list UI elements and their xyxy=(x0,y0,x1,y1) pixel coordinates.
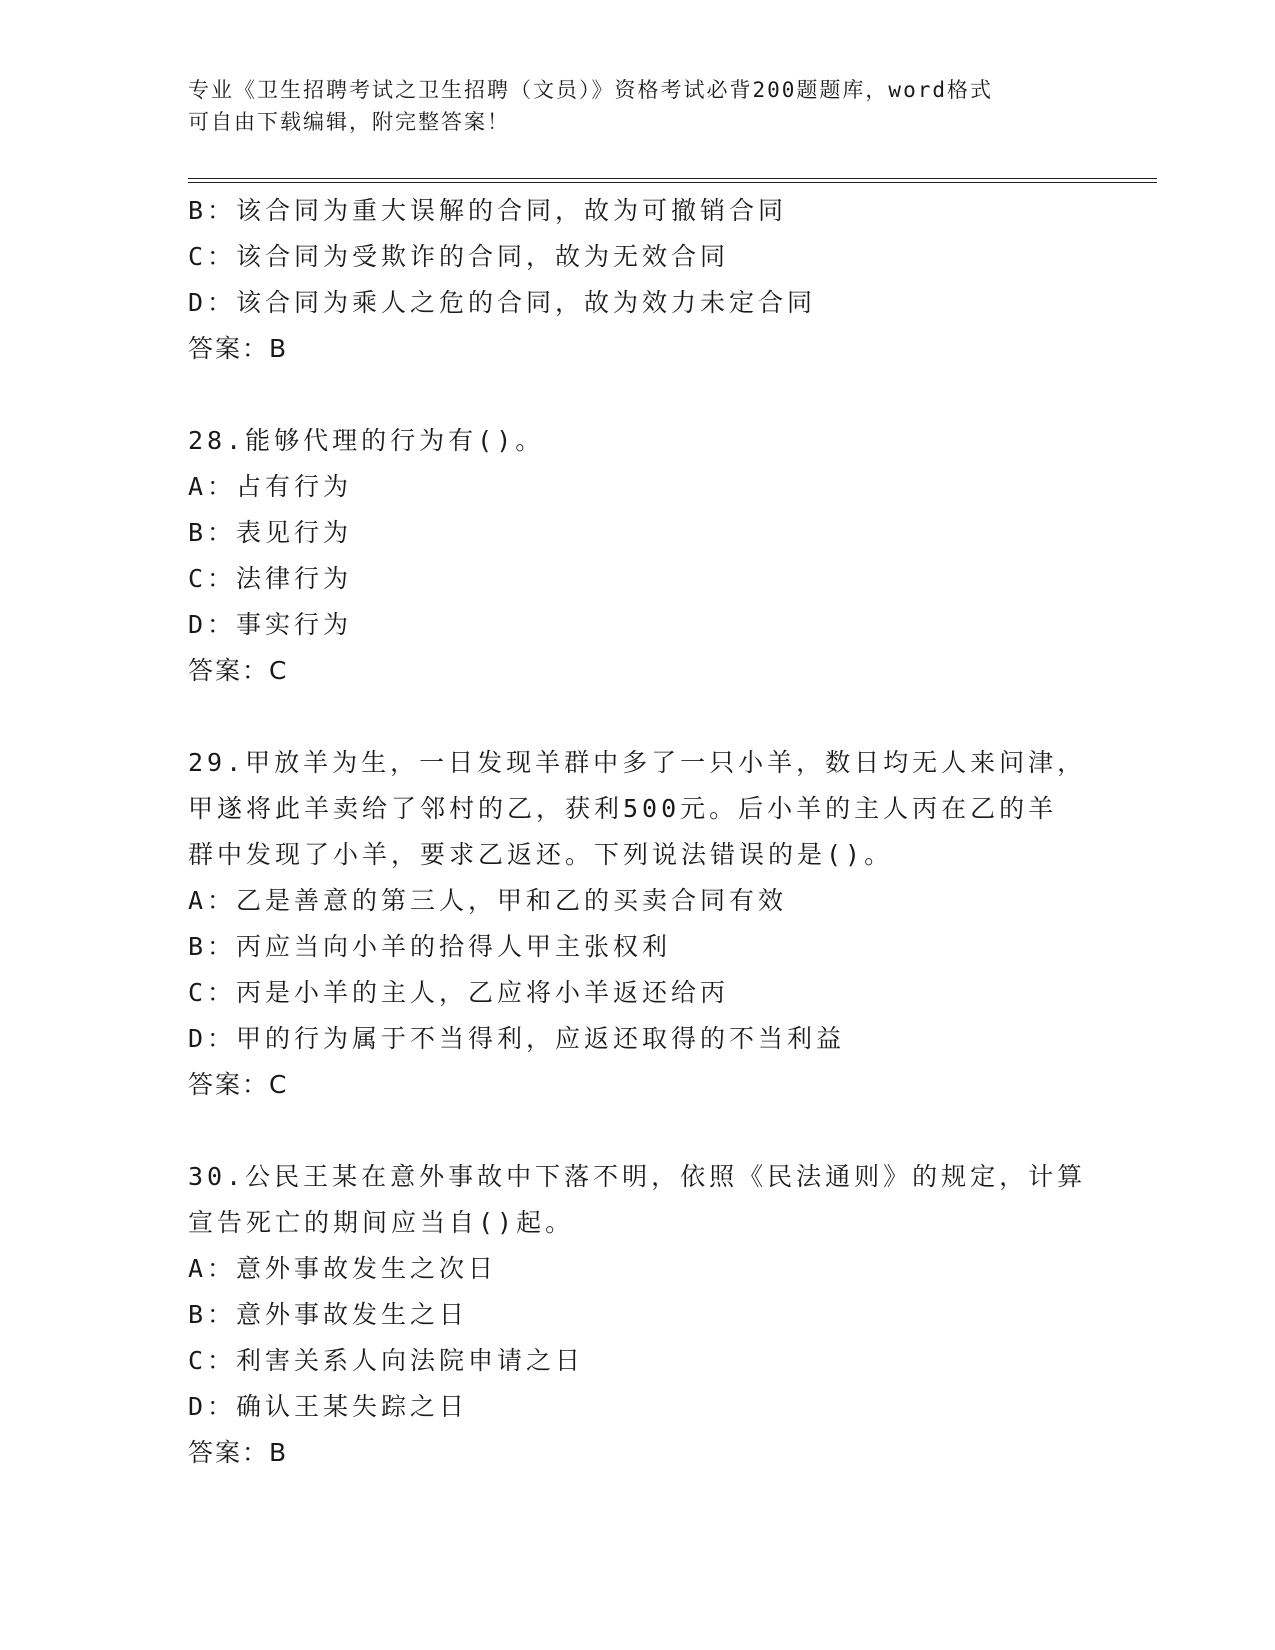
option-b: B：表见行为 xyxy=(188,518,353,547)
option-c: C：该合同为受欺诈的合同，故为无效合同 xyxy=(188,242,730,271)
question-30 xyxy=(188,1154,1088,1476)
header-divider-top xyxy=(188,178,1157,179)
question-28 xyxy=(188,418,1088,694)
option-b: B：该合同为重大误解的合同，故为可撤销合同 xyxy=(188,196,788,225)
option-a: A：乙是善意的第三人，甲和乙的买卖合同有效 xyxy=(188,886,788,915)
option-d: D：该合同为乘人之危的合同，故为效力未定合同 xyxy=(188,288,817,317)
option-d: D：事实行为 xyxy=(188,610,353,639)
header-title-line-1: 专业《卫生招聘考试之卫生招聘（文员）》资格考试必背200题题库，word格式 xyxy=(188,78,993,102)
question-stem-line-1: 30.公民王某在意外事故中下落不明，依照《民法通则》的规定，计算 xyxy=(188,1162,1087,1191)
option-a: A：占有行为 xyxy=(188,472,353,501)
option-d: D：确认王某失踪之日 xyxy=(188,1392,469,1421)
spacer xyxy=(188,1108,1088,1154)
option-d: D：甲的行为属于不当得利，应返还取得的不当利益 xyxy=(188,1024,846,1053)
option-b: B：意外事故发生之日 xyxy=(188,1300,469,1329)
document-header xyxy=(188,74,1068,138)
option-c: C：丙是小羊的主人，乙应将小羊返还给丙 xyxy=(188,978,730,1007)
answer: 答案：C xyxy=(188,656,289,685)
question-stem: 28.能够代理的行为有()。 xyxy=(188,426,545,455)
question-27 xyxy=(188,188,1088,372)
question-stem-line-1: 29.甲放羊为生，一日发现羊群中多了一只小羊，数日均无人来问津， xyxy=(188,748,1087,777)
header-divider-bottom xyxy=(188,182,1157,183)
option-b: B：丙应当向小羊的拾得人甲主张权利 xyxy=(188,932,672,961)
answer: 答案：B xyxy=(188,1438,289,1467)
question-stem-line-2: 甲遂将此羊卖给了邻村的乙，获利500元。后小羊的主人丙在乙的羊 xyxy=(188,794,1058,823)
option-c: C：利害关系人向法院申请之日 xyxy=(188,1346,585,1375)
answer: 答案：B xyxy=(188,334,289,363)
question-stem-line-3: 群中发现了小羊，要求乙返还。下列说法错误的是()。 xyxy=(188,840,894,869)
answer: 答案：C xyxy=(188,1070,289,1099)
question-list xyxy=(188,188,1088,1476)
question-29 xyxy=(188,740,1088,1108)
spacer xyxy=(188,372,1088,418)
option-a: A：意外事故发生之次日 xyxy=(188,1254,498,1283)
option-c: C：法律行为 xyxy=(188,564,353,593)
header-title-line-2: 可自由下载编辑，附完整答案！ xyxy=(188,110,510,134)
question-stem-line-2: 宣告死亡的期间应当自()起。 xyxy=(188,1208,575,1237)
spacer xyxy=(188,694,1088,740)
